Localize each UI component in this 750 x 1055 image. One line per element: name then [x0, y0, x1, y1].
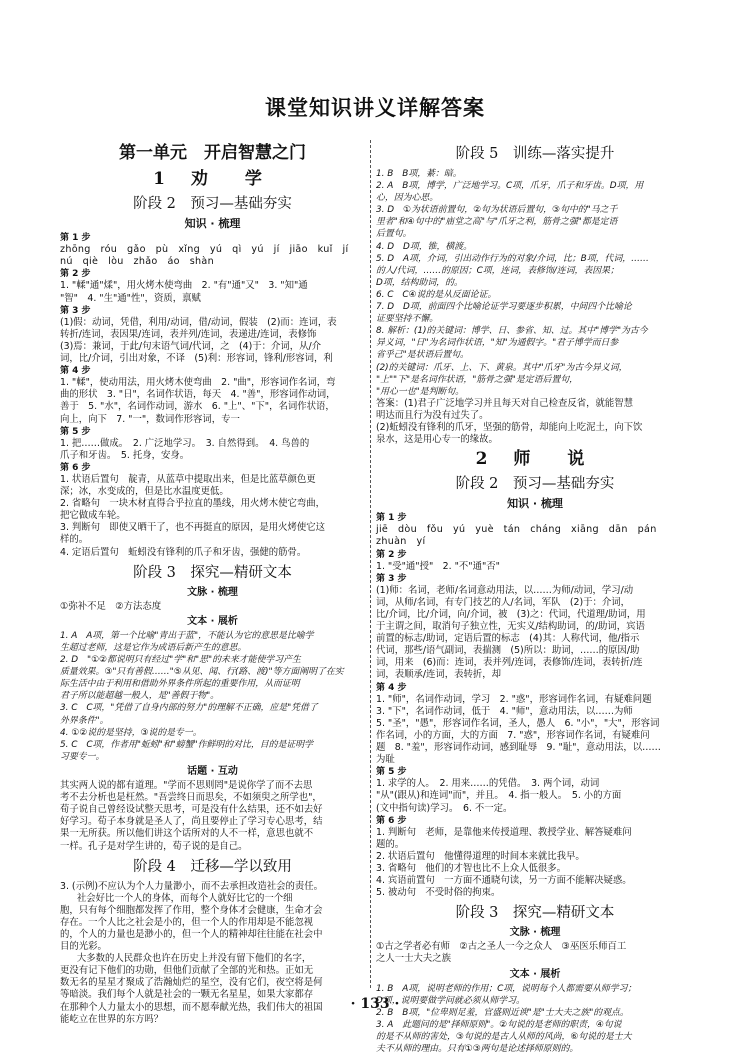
text-line: (3)焉：兼词，于此/句末语气词/代词，之 (4)于：介词，从/介 [60, 340, 322, 352]
text-line: 好学习。荀子本身就是圣人了，尚且要停止了学习专心思考，结 [60, 816, 323, 828]
answer-line: 4. ①②说的是坚持，③说的是专一。 [60, 727, 202, 738]
text-line: 之人一士大夫之族 [376, 953, 452, 965]
text-line: 2. 状语后置句 他懂得道理的时间本来就比我早。 [376, 850, 585, 862]
text-line: 数无名的星星才聚成了浩瀚灿烂的星空，没有它们，夜空将是何 [60, 977, 323, 989]
text-line: 泉水，这是用心专一的缘故。 [376, 434, 498, 446]
stage-heading: 阶段 3 探究—精研文本 [455, 905, 615, 922]
answer-line: 心，因为心思。 [376, 193, 439, 204]
text-line: 前置的标志/助词，定语后置的标志 (4)其：人称代词，他/指示 [376, 633, 640, 645]
pinyin-line: zhōng róu gǎo pù xǐng yú qì yú jí jiāo kuǐ jí [60, 244, 349, 256]
text-line: 1. "輮"通"煣"，用火烤木使弯曲 2. "有"通"又" 3. "知"通 [60, 280, 308, 292]
text-line: 曲的形状 3. "日"，名词作状语，每天 4. "善"，形容词作动词， [60, 389, 336, 401]
step-label: 第 2 步 [60, 269, 91, 280]
answer-line: 3. A 此题问的是"择师原则"。②句说的是老师的职责，④句说 [376, 1019, 622, 1030]
answer-line: D项，说明要做学问就必须从师学习。 [376, 995, 525, 1006]
answer-line: "上""下"是名词作状语，"筋骨之强"是定语后置句， [376, 374, 578, 385]
stage-heading: 阶段 2 预习—基础夯实 [133, 196, 292, 212]
text-line: 明达而且行为没有过失了。 [376, 409, 489, 421]
text-line: 大多数的人民群众也许在历史上并没有留下他们的名字， [76, 953, 312, 965]
text-line: 爪子和牙齿。 5. 托身，安身。 [60, 449, 190, 461]
text-line: 比/介词，比/介词，向/介词，被 (3)之：代词，代道理/助词，用 [376, 609, 646, 620]
answer-line: 1. B A项，说明老师的作用；C项，说明每个人都需要从师学习； [376, 983, 637, 994]
text-line: 4. 定语后置句 蚯蚓没有锋利的爪子和牙齿，强健的筋骨。 [60, 546, 307, 558]
pinyin-line: jiē dòu fǒu yú yuè tán cháng xiāng dān pán [376, 524, 657, 536]
section-heading: 文本 · 展析 [187, 615, 238, 627]
text-line: 考不去分析也是枉然。"吾尝终日而思矣，不如须臾之所学也"， [60, 792, 322, 804]
text-line: 1. 求学的人。 2. 用来……的凭借。 3. 两个词，动词 [376, 778, 600, 790]
text-line: 目的光彩。 [60, 941, 107, 953]
step-label: 第 3 步 [60, 305, 91, 316]
left-column [60, 140, 365, 1026]
text-line: 果一无所获。所以他们讲这个话所对的人不一样，意思也就不 [60, 828, 314, 840]
text-line: 转折/连词，表因果/连词，表并列/连词，表递进/连词，表修饰 [60, 328, 317, 340]
step-label: 第 3 步 [376, 573, 407, 584]
text-line: 4. 宾语前置句 一方面不通晓句读，另一方面不能解决疑惑。 [376, 875, 632, 887]
answer-line: 省乎己"是状语后置句。 [376, 350, 469, 361]
pinyin-line: nú qiè lòu zhǎo áo shàn [60, 256, 214, 268]
answer-line: "用心一也"是判断句。 [376, 386, 465, 397]
text-line: 题的。 [376, 838, 405, 850]
section-heading: 话题 · 互动 [187, 765, 238, 777]
answer-line: 君子所以能超越一般人，是"善假于物"。 [60, 691, 220, 702]
answer-line: 5. C C项，作者用"蚯蚓"和"螃蟹"作鲜明的对比，目的是证明学 [60, 739, 314, 750]
text-line: 答案：(1)君子广泛地学习并且每天对自己检查反省，就能智慧 [376, 397, 634, 409]
text-line: 3. 省略句 他们的才智也比不上众人低很多。 [376, 862, 567, 874]
step-label: 第 6 步 [376, 815, 407, 826]
lesson-title-quanxue: 1 劝 学 [153, 169, 272, 189]
text-line: 2. 省略句 一块木材直得合乎拉直的墨线，用火烤木使它弯曲， [60, 498, 326, 510]
text-line: 于主谓之间，取消句子独立性，无实义/结构助词，的/助词，宾语 [376, 621, 645, 633]
text-line: 为耻 [376, 754, 395, 766]
step-label: 第 4 步 [376, 682, 407, 693]
answer-line: 3. C C项，"凭借了自身内部的努力"的理解不正确，应是"凭借了 [60, 703, 318, 714]
text-line: "从"(跟从)和连词"而"，并且。 4. 指一般人。 5. 小的方面 [376, 790, 622, 802]
section-heading: 文本 · 展析 [509, 968, 561, 980]
text-line: 向上，向下 7. "一"，数词作形容词，专一 [60, 413, 240, 425]
answer-line: 的人/代词，……的原因；C项，连词，表修饰/连词，表因果； [376, 265, 619, 276]
text-line: 荀子说自己曾经设试整天思考，可是没有什么结果，还不如去好 [60, 804, 323, 816]
step-label: 第 5 步 [60, 426, 91, 437]
text-line: (2)蚯蚓没有锋利的爪牙，坚强的筋骨，却能向上吃泥土，向下饮 [376, 421, 643, 433]
pinyin-line: zhuàn yí [376, 536, 426, 548]
answer-line: 习要专一。 [60, 751, 105, 762]
step-label: 第 1 步 [60, 233, 91, 244]
answer-line: 里者"和④句中的"庙堂之高"与"爪牙之利，筋骨之强"都是定语 [376, 217, 618, 228]
text-line: 1. 把……做成。 2. 广泛地学习。 3. 自然得到。 4. 鸟兽的 [60, 437, 310, 449]
answer-line: 证要坚持不懈。 [376, 314, 439, 325]
answer-line: (2)的关键词：爪牙、上、下、黄泉。其中"爪牙"为古今异义词， [376, 362, 628, 373]
answer-line: 夫不从师的理由。只有①③两句是论述择师原则的。 [376, 1044, 579, 1055]
text-line: 能屹立在世界的东方吗？ [60, 1013, 164, 1025]
text-line: 5. 被动句 不受时俗的拘束。 [376, 887, 501, 899]
section-heading: 文脉 · 梳理 [509, 927, 561, 939]
text-line: ①弥补不足 ②方法态度 [60, 600, 162, 612]
answer-line: 质量效果。③"只有善假……"⑤从见、闻、行(路、渡)"等方面阐明了在实 [60, 667, 344, 678]
step-label: 第 4 步 [60, 366, 91, 377]
answer-line: 的是不从师的害处，③句说的是古人从师的风尚，⑥句说的是士大 [376, 1032, 632, 1042]
answer-line: 2. D "①②都说明只有经过"学"和"思"的未来才能使学习产生 [60, 655, 301, 666]
text-line: 作名词，小的方面，大的方面 7. "惑"，形容词作名词，有疑难问 [376, 729, 650, 741]
text-line: 等暗淡。我们每个人就是社会的一颗无名星星，如果大家都存 [60, 989, 314, 1001]
text-line: 一样。孔子是对学生讲的，荀子说的是自己。 [60, 840, 248, 852]
answer-line: 2. B B项，"位卑则足羞，官盛则近谀"是"士大夫之族"的观点。 [376, 1007, 629, 1018]
answer-line: 2. A B项，博学，广泛地学习。C项，爪牙，爪子和牙齿。D项，用 [376, 181, 644, 192]
page-title: 课堂知识讲义详解答案 [265, 95, 485, 120]
answer-line: D项，结构助词，的。 [376, 277, 463, 288]
page-number: · 133 · [350, 996, 400, 1012]
text-line: 在那种个人力量太小的思想，而不愿奉献光热，我们伟大的祖国 [60, 1001, 323, 1013]
text-line: 把它做成车轮。 [60, 510, 126, 522]
step-label: 第 5 步 [376, 767, 407, 778]
text-line: 1. "师"，名词作动词，学习 2. "惑"，形容词作名词，有疑难问题 [376, 693, 652, 705]
text-line: 更没有记下他们的功勋，但他们贡献了全部的光和热。正如无 [60, 965, 314, 977]
answer-line: 外界条件"。 [60, 715, 109, 726]
text-line: (文中指句读)学习。 6. 不一定。 [376, 802, 513, 814]
answer-line: 际生活中由于利用和借助外界条件所起的重要作用，从而证明 [60, 679, 300, 690]
text-line: 1. 判断句 老师，是靠他来传授道理、教授学业、解答疑难问 [376, 826, 632, 838]
text-line: 词，表顺承/连词，表转折，却 [376, 669, 502, 681]
text-line: 样的。 [60, 534, 89, 546]
text-line: 代词，那些/语气副词，表揣测 (5)所以：助词，……的原因/助 [376, 645, 640, 657]
text-line: 存在。一个人比之社会是小的，但一个人的作用却是不能忽视 [60, 916, 314, 928]
text-line: 词，用来 (6)而：连词，表并列/连词，表修饰/连词，表转折/连 [376, 657, 643, 669]
text-line: 1. "受"通"授" 2. "不"通"否" [376, 560, 500, 572]
text-line: (1)师：名词，老师/名词意动用法，以……为师/动词，学习/动 [376, 584, 634, 596]
text-line: 题 8. "羞"，形容词作动词，感到耻辱 9. "耻"，意动用法，以…… [376, 742, 661, 754]
text-line: 5. "圣"，"愚"，形容词作名词，圣人，愚人 6. "小"，"大"，形容词 [376, 717, 660, 729]
answer-line: 6. C C④说的是从反面论证。 [376, 289, 497, 300]
answer-line: 后置句。 [376, 229, 412, 240]
text-line: 深；冰，水变成的，但是比水温度更低。 [60, 486, 229, 498]
column-divider [370, 140, 371, 988]
text-line: 词，从师/名词，有专门技艺的人/名词，军队 (2)于：介词， [376, 596, 630, 608]
answer-line: 1. B B项，綦：暗。 [376, 169, 462, 179]
right-column [376, 140, 694, 1055]
text-line: ①古之学者必有师 ②古之圣人一今之众人 ③巫医乐师百工 [376, 941, 627, 953]
section-heading: 文脉 · 梳理 [187, 586, 238, 598]
answer-line: 异义词，"日"为名词作状语，"知"为通假字。"君子博学而日参 [376, 338, 619, 349]
answer-line: 生超过老师，这是它作为成语后新产生的意思。 [60, 643, 247, 653]
stage-heading: 阶段 2 预习—基础夯实 [455, 476, 615, 493]
text-line: 3. 判断句 即使又晒干了，也不再挺直的原因，是用火烤使它这 [60, 522, 326, 534]
text-line: 3. "下"，名词作动词，低于 4. "师"，意动用法，以……为师 [376, 705, 633, 717]
text-line: "智" 4. "生"通"性"，资质，禀赋 [60, 292, 201, 304]
answer-line: 8. 解析：(1)的关键词：博学、日、参省、知、过。其中"博学"为古今 [376, 326, 648, 337]
text-line: 其实两人说的都有道理。"学而不思则罔"是说你学了而不去思 [60, 780, 313, 792]
text-line: 1. 状语后置句 靛青，从蓝草中提取出来，但是比蓝草颜色更 [60, 473, 316, 485]
text-line: 3. (示例)不应认为个人力量渺小，而不去承担改造社会的责任。 [60, 880, 323, 892]
stage-heading: 阶段 3 探究—精研文本 [133, 564, 292, 581]
answer-line: 3. D ①为状语前置句，②句为状语后置句，③句中的"马之千 [376, 205, 618, 216]
text-line: (1)假：动词，凭借，利用/动词，借/动词，假装 (2)而：连词，表 [60, 316, 337, 328]
section-heading: 知识 · 梳理 [184, 217, 241, 230]
answer-line: 4. D D项，锥，横渡。 [376, 241, 472, 252]
text-line: 社会好比一个人的身体，而每个人就好比它的一个细 [76, 892, 293, 904]
answer-line: 7. D D项，前面四个比喻论证学习要逐步积累，中间四个比喻论 [376, 302, 632, 313]
text-line: 的，个人的力量也是渺小的，但一个人的精神却往往能在社会中 [60, 928, 323, 940]
answer-line: 1. A A项，第一个比喻"青出于蓝"，不能认为它的意思是比喻学 [60, 630, 314, 641]
answer-line: 5. D A项，介词，引出动作行为的对象/介词，比；B项，代词，…… [376, 253, 649, 264]
text-line: 胞，只有每个细胞都发挥了作用，整个身体才会健康，生命才会 [60, 904, 323, 916]
step-label: 第 2 步 [376, 549, 407, 560]
lesson-title-shishuo: 2 师 说 [475, 449, 595, 470]
unit-title: 第一单元 开启智慧之门 [119, 143, 306, 163]
text-line: 1. "輮"，使动用法，用火烤木使弯曲 2. "曲"，形容词作名词，弯 [60, 377, 336, 389]
step-label: 第 1 步 [376, 513, 407, 524]
stage-heading: 阶段 5 训练—落实提升 [455, 146, 615, 162]
section-heading: 知识 · 梳理 [507, 497, 563, 511]
text-line: 善于 5. "水"，名词作动词，游水 6. "上"、"下"，名词作状语， [60, 401, 335, 413]
step-label: 第 6 步 [60, 462, 91, 473]
stage-heading: 阶段 4 迁移—学以致用 [133, 858, 292, 875]
text-line: 词，比/介词，引出对象，不译 (5)利：形容词，锋利/形容词，利 [60, 353, 333, 365]
